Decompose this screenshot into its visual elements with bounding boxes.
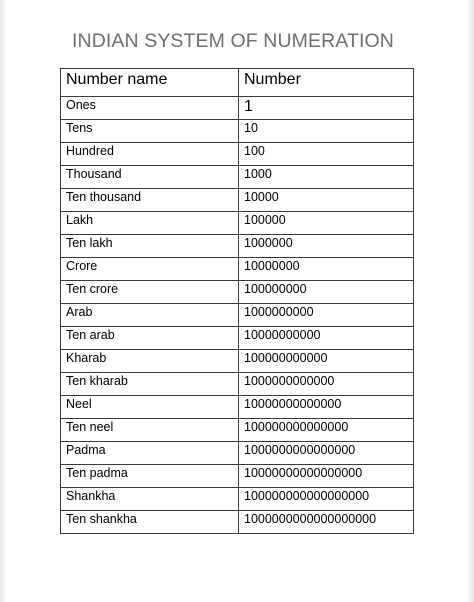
table-row (61, 304, 414, 327)
number-name-cell: Shankha (61, 488, 239, 511)
number-name-cell: Kharab (61, 350, 239, 373)
number-value-cell: 100000 (239, 212, 414, 235)
table-row (61, 396, 414, 419)
table-row (61, 166, 414, 189)
number-value-cell: 10 (239, 120, 414, 143)
table-row (61, 212, 414, 235)
table-row (61, 488, 414, 511)
table-row (61, 189, 414, 212)
column-header-number-name: Number name (61, 69, 239, 97)
number-name-cell: Ten thousand (61, 189, 239, 212)
table-row (61, 143, 414, 166)
number-name-cell: Ten lakh (61, 235, 239, 258)
number-value-cell: 1000000000000 (239, 373, 414, 396)
number-value-cell: 100000000000000000 (239, 488, 414, 511)
number-value-cell: 1000 (239, 166, 414, 189)
table-row (61, 350, 414, 373)
table-header-row (61, 69, 414, 97)
number-name-cell: Neel (61, 396, 239, 419)
number-value-cell: 100 (239, 143, 414, 166)
number-value-cell: 100000000000000 (239, 419, 414, 442)
table-row (61, 419, 414, 442)
numeration-table (60, 68, 414, 534)
number-name-cell: Ten neel (61, 419, 239, 442)
table-row (61, 258, 414, 281)
page-edge-left (0, 0, 7, 602)
table-row (61, 327, 414, 350)
number-value-cell: 10000000000 (239, 327, 414, 350)
number-value-cell: 100000000000 (239, 350, 414, 373)
page-title: INDIAN SYSTEM OF NUMERATION (72, 30, 394, 52)
number-value-cell: 10000000000000 (239, 396, 414, 419)
number-value-cell: 100000000 (239, 281, 414, 304)
number-value-cell: 10000 (239, 189, 414, 212)
table-body (61, 97, 414, 534)
table-row (61, 281, 414, 304)
table-row (61, 373, 414, 396)
table-row (61, 511, 414, 534)
column-header-number: Number (239, 69, 414, 97)
table-row (61, 465, 414, 488)
number-name-cell: Ten crore (61, 281, 239, 304)
number-value-cell: 10000000000000000 (239, 465, 414, 488)
number-value-cell: 1000000 (239, 235, 414, 258)
number-name-cell: Thousand (61, 166, 239, 189)
number-name-cell: Ten kharab (61, 373, 239, 396)
number-value-cell: 1000000000 (239, 304, 414, 327)
number-value-cell: 1000000000000000000 (239, 511, 414, 534)
number-value-cell: 1000000000000000 (239, 442, 414, 465)
number-value-cell: 10000000 (239, 258, 414, 281)
number-name-cell: Padma (61, 442, 239, 465)
number-name-cell: Ten padma (61, 465, 239, 488)
number-name-cell: Ten arab (61, 327, 239, 350)
table-row (61, 442, 414, 465)
number-name-cell: Ten shankha (61, 511, 239, 534)
number-name-cell: Crore (61, 258, 239, 281)
number-name-cell: Tens (61, 120, 239, 143)
table-row (61, 97, 414, 120)
number-name-cell: Hundred (61, 143, 239, 166)
number-name-cell: Arab (61, 304, 239, 327)
number-name-cell: Ones (61, 97, 239, 120)
page-edge-right (467, 0, 474, 602)
number-name-cell: Lakh (61, 212, 239, 235)
table-row (61, 120, 414, 143)
number-value-cell: 1 (239, 97, 414, 120)
table-row (61, 235, 414, 258)
